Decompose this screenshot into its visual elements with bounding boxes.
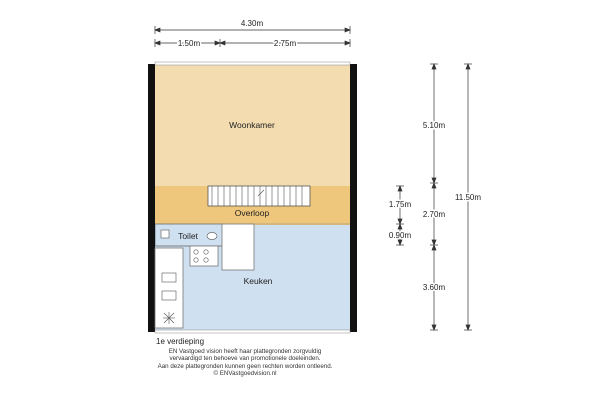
dim-right-gap: 0.90m <box>388 231 412 240</box>
disclaimer-line-4: © ENVastgoedvision.nl <box>213 370 277 378</box>
living-room-label: Woonkamer <box>229 120 275 130</box>
dim-right-stair: 1.75m <box>388 200 412 209</box>
dim-right-middle: 2.70m <box>422 210 446 219</box>
toilet-label: Toilet <box>178 231 198 241</box>
wall-right <box>350 64 357 332</box>
window-top <box>155 62 350 65</box>
disclaimer-line-2: vervaardigd ten behoeve van promotionele doeleinden. <box>169 355 321 363</box>
floor-label: 1e verdieping <box>156 337 205 346</box>
dim-right-total: 11.50m <box>454 193 482 202</box>
dim-right-kitchen: 3.60m <box>422 283 446 292</box>
kitchen-label: Keuken <box>243 276 273 286</box>
toilet-wall <box>222 224 254 270</box>
landing-label: Overloop <box>234 208 270 218</box>
disclaimer-line-3: Aan deze plattegronden kunnen geen rechten worden ontleend. <box>157 362 333 370</box>
dim-top-right: 2.75m <box>273 39 297 48</box>
disclaimer <box>0 348 490 378</box>
dim-top-total: 4.30m <box>240 19 264 28</box>
dim-top-left: 1.50m <box>177 39 201 48</box>
disclaimer-line-1: EN Vastgoed vision heeft haar plattegronden zorgvuldig <box>168 348 322 355</box>
wall-left <box>148 64 155 332</box>
window-bottom <box>155 330 350 333</box>
staircase <box>208 186 310 206</box>
dim-right-living: 5.10m <box>422 121 446 130</box>
